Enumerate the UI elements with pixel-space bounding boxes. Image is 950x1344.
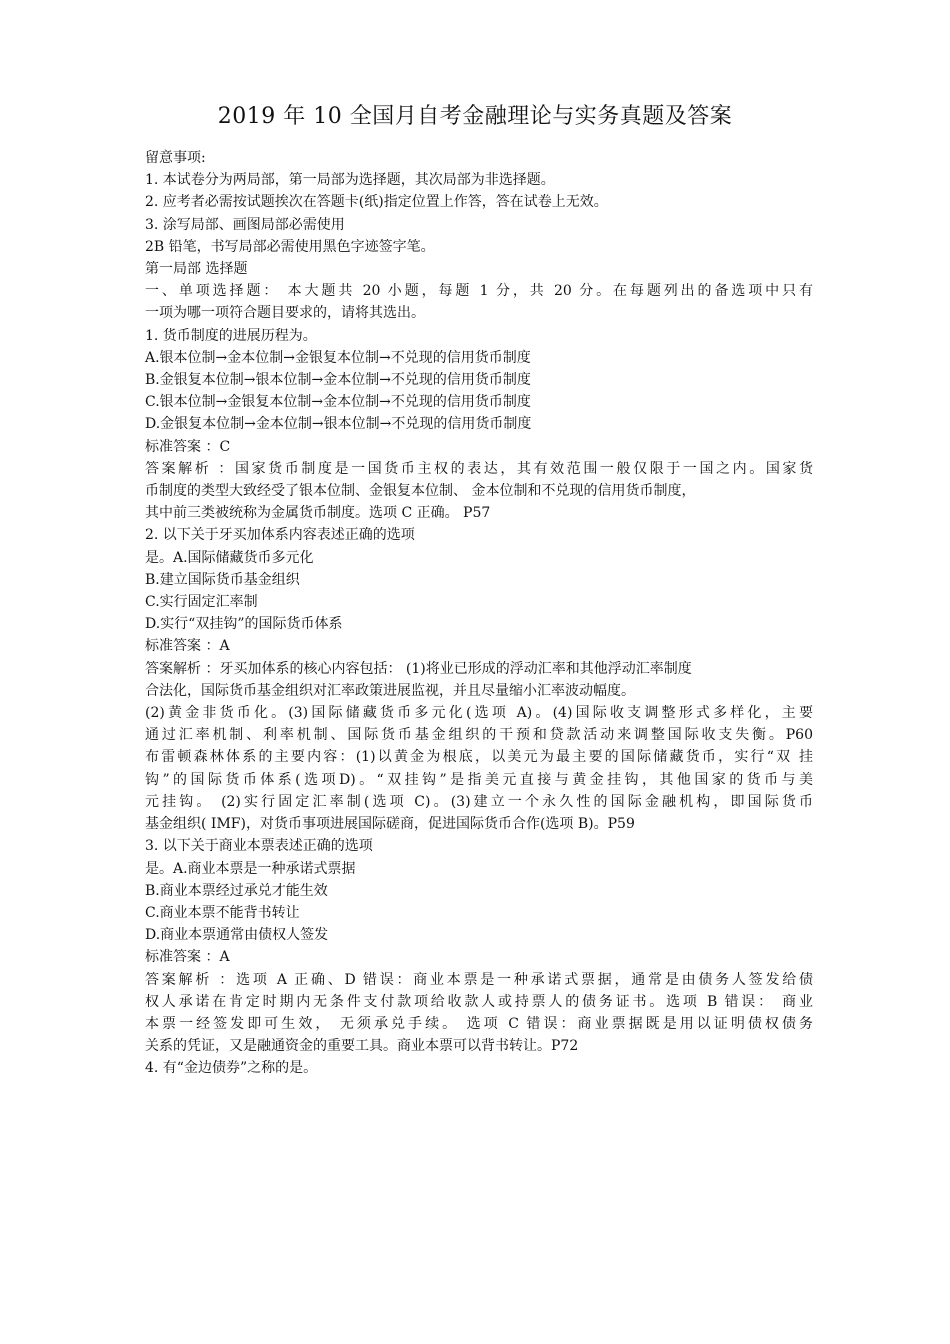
question-3: 3. 以下关于商业本票表述正确的选项 bbox=[145, 838, 373, 855]
option-line: C.银本位制→金银复本位制→金本位制→不兑现的信用货币制度 bbox=[145, 394, 531, 411]
notice-heading: 留意事项: bbox=[145, 150, 206, 166]
explanation-line: 布雷顿森林体系的主要内容：(1)以黄金为根底，以美元为最主要的国际储藏货币，实行“双 挂 bbox=[145, 749, 813, 766]
explanation-line: 其中前三类被统称为金属货币制度。选项 C 正确。 P57 bbox=[145, 505, 491, 522]
instructions-line: 一、单项选择题： 本大题共 20 小题，每题 1 分，共 20 分。在每题列出的备选项中只有 bbox=[145, 283, 813, 300]
option-line: C.实行固定汇率制 bbox=[145, 594, 258, 611]
explanation-line: 钩”的国际货币体系(选项D)。“双挂钩”是指美元直接与黄金挂钩，其他国家的货币与美 bbox=[145, 771, 813, 788]
explanation-line: 答案解析 ：国家货币制度是一国货币主权的表达，其有效范围一般仅限于一国之内。国家货 bbox=[145, 460, 813, 477]
option-line: D.商业本票通常由债权人签发 bbox=[145, 927, 329, 944]
explanation-line: 通过汇率机制、利率机制、国际货币基金组织的干预和贷款活动来调整国际收支失衡。P60 bbox=[145, 727, 813, 744]
notice-item: 2. 应考者必需按试题挨次在答题卡(纸)指定位置上作答，答在试卷上无效。 bbox=[145, 194, 608, 211]
question-1: 1. 货币制度的进展历程为。 bbox=[145, 327, 317, 344]
explanation-line: 关系的凭证，又是融通资金的重要工具。商业本票可以背书转让。P72 bbox=[145, 1038, 579, 1055]
option-line: B.金银复本位制→银本位制→金本位制→不兑现的信用货币制度 bbox=[145, 372, 531, 389]
option-line: 是。A.商业本票是一种承诺式票据 bbox=[145, 860, 356, 877]
explanation-line: 元挂钩。 (2)实行固定汇率制(选项 C)。(3)建立一个永久性的国际金融机构，即国际货币 bbox=[145, 793, 813, 810]
document-body bbox=[145, 147, 813, 1080]
answer-line: 标准答案 ：A bbox=[145, 949, 230, 966]
option-line: B.商业本票经过承兑才能生效 bbox=[145, 882, 328, 899]
option-line: B.建立国际货币基金组织 bbox=[145, 571, 300, 588]
option-line: D.金银复本位制→金本位制→银本位制→不兑现的信用货币制度 bbox=[145, 416, 532, 433]
question-4: 4. 有“金边债券”之称的是。 bbox=[145, 1060, 318, 1077]
answer-line: 标准答案 ：C bbox=[145, 438, 231, 455]
explanation-line: 权人承诺在肯定时期内无条件支付款项给收款人或持票人的债务证书。选项 B 错误： 商业 bbox=[145, 993, 813, 1010]
explanation-line: 答案解析 ：牙买加体系的核心内容包括： (1)将业已形成的浮动汇率和其他浮动汇率制度 bbox=[145, 660, 692, 677]
notice-item: 1. 本试卷分为两局部，第一局部为选择题，其次局部为非选择题。 bbox=[145, 172, 555, 189]
notice-item: 3. 涂写局部、画图局部必需使用 bbox=[145, 216, 345, 233]
explanation-line: 基金组织( IMF)，对货币事项进展国际磋商，促进国际货币合作(选项 B)。P59 bbox=[145, 816, 635, 833]
option-line: A.银本位制→金本位制→金银复本位制→不兑现的信用货币制度 bbox=[145, 349, 531, 366]
option-line: 是。A.国际储藏货币多元化 bbox=[145, 549, 314, 566]
instructions-line: 一项为哪一项符合题目要求的，请将其选出。 bbox=[145, 305, 425, 322]
explanation-line: 答案解析 ：选项 A 正确、D 错误：商业本票是一种承诺式票据，通常是由债务人签发给债 bbox=[145, 971, 813, 988]
option-line: D.实行“双挂钩”的国际货币体系 bbox=[145, 616, 343, 633]
option-line: C.商业本票不能背书转让 bbox=[145, 904, 300, 921]
explanation-line: 币制度的类型大致经受了银本位制、金银复本位制、 金本位制和不兑现的信用货币制度， bbox=[145, 483, 696, 500]
explanation-line: 本票一经签发即可生效， 无须承兑手续。 选项 C 错误：商业票据既是用以证明债权债务 bbox=[145, 1015, 813, 1032]
notice-item: 2B 铅笔，书写局部必需使用黑色字迹签字笔。 bbox=[145, 238, 435, 255]
question-2: 2. 以下关于牙买加体系内容表述正确的选项 bbox=[145, 527, 415, 544]
explanation-line: (2)黄金非货币化。(3)国际储藏货币多元化(选项 A)。(4)国际收支调整形式多样化，主要 bbox=[145, 705, 813, 722]
answer-line: 标准答案 ：A bbox=[145, 638, 230, 655]
explanation-line: 合法化，国际货币基金组织对汇率政策进展监视，并且尽量缩小汇率波动幅度。 bbox=[145, 682, 635, 699]
section-heading: 第一局部 选择题 bbox=[145, 261, 248, 278]
page-title: 2019 年 10 全国月自考金融理论与实务真题及答案 bbox=[217, 104, 733, 129]
